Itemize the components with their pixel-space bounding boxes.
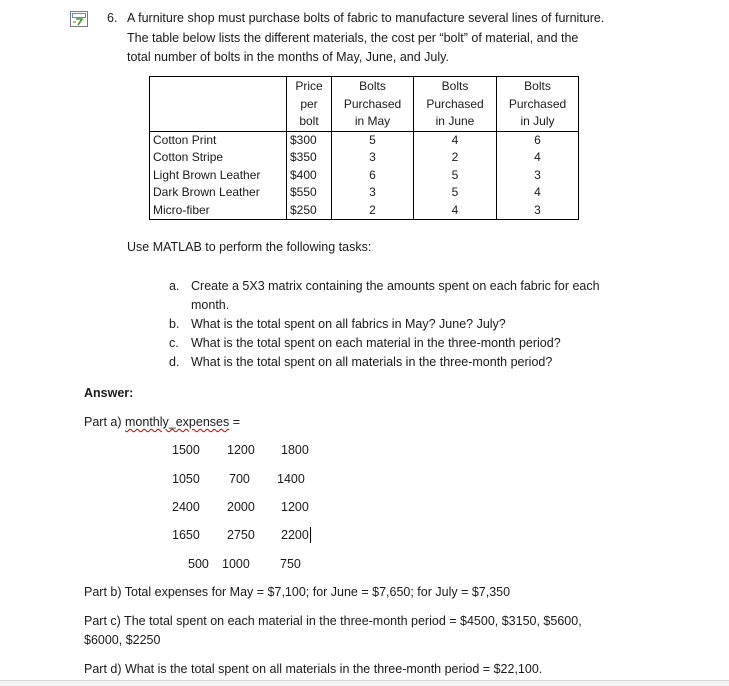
matrix-cell: 700 <box>229 472 250 486</box>
task-letter: c. <box>169 336 179 350</box>
embedded-object-icon[interactable] <box>70 11 88 27</box>
task-text: Create a 5X3 matrix containing the amounts spent on each fabric for each <box>191 279 600 293</box>
may-cell: 3 <box>332 184 414 201</box>
answer-label: Answer: <box>84 386 134 400</box>
task-d <box>169 355 552 369</box>
matrix-cell: 1200 <box>227 443 255 457</box>
may-cell: 3 <box>332 149 414 166</box>
matrix-cell: 500 <box>188 557 209 571</box>
task-text: What is the total spent on all materials in the three-month period? <box>191 355 553 369</box>
may-cell: 2 <box>332 201 414 219</box>
table-row <box>150 201 579 219</box>
table-row <box>150 131 579 149</box>
matrix-cell: 2200 <box>281 528 309 542</box>
header-july: Bolts Purchased in July <box>497 77 579 132</box>
material-name: Cotton Stripe <box>150 149 287 166</box>
matrix-cell: 1000 <box>222 557 250 571</box>
header-may: Bolts Purchased in May <box>332 77 414 132</box>
june-cell: 2 <box>414 149 497 166</box>
task-text: What is the total spent on each material in the three-month period? <box>191 336 561 350</box>
may-cell: 5 <box>332 131 414 149</box>
table-row <box>150 184 579 201</box>
june-cell: 4 <box>414 201 497 219</box>
task-b <box>169 317 506 331</box>
task-a-continuation: month. <box>191 298 230 312</box>
june-cell: 5 <box>414 184 497 201</box>
header-price: Price per bolt <box>287 77 332 132</box>
price-cell: $400 <box>287 166 332 183</box>
matlab-variable: monthly_expenses <box>125 415 230 429</box>
tasks-intro: Use MATLAB to perform the following tasks: <box>127 240 372 254</box>
table-row <box>150 166 579 183</box>
july-cell: 3 <box>497 201 579 219</box>
part-d-line: Part d) What is the total spent on all materials in the three-month period = $22,100. <box>84 662 543 676</box>
price-cell: $550 <box>287 184 332 201</box>
june-cell: 4 <box>414 131 497 149</box>
may-cell: 6 <box>332 166 414 183</box>
matrix-cell: 1500 <box>172 443 200 457</box>
july-cell: 4 <box>497 184 579 201</box>
fabric-table <box>149 76 579 220</box>
matrix-cell: 750 <box>280 557 301 571</box>
part-a-line: Part a) monthly_expenses = <box>84 415 241 429</box>
price-cell: $250 <box>287 201 332 219</box>
july-cell: 4 <box>497 149 579 166</box>
matrix-cell: 1050 <box>172 472 200 486</box>
material-name: Light Brown Leather <box>150 166 287 183</box>
task-letter: d. <box>169 355 180 369</box>
question-line-1: A furniture shop must purchase bolts of fabric to manufacture several lines of furniture. <box>127 11 605 25</box>
price-cell: $300 <box>287 131 332 149</box>
matrix-cell: 2400 <box>172 500 200 514</box>
matrix-cell: 1200 <box>281 500 309 514</box>
task-c <box>169 336 561 350</box>
matrix-cell: 2750 <box>227 528 255 542</box>
material-name: Micro-fiber <box>150 201 287 219</box>
task-text: What is the total spent on all fabrics in May? June? July? <box>191 317 506 331</box>
question-line-3: total number of bolts in the months of May, June, and July. <box>127 50 449 64</box>
table-header-row <box>150 77 579 132</box>
status-bar-edge <box>0 680 729 686</box>
text-cursor <box>310 527 311 543</box>
question-number: 6. <box>107 11 118 25</box>
matrix-cell: 1800 <box>281 443 309 457</box>
task-letter: a. <box>169 279 180 293</box>
question-line-2: The table below lists the different materials, the cost per “bolt” of material, and the <box>127 31 579 45</box>
header-material <box>150 77 287 132</box>
table-row <box>150 149 579 166</box>
matrix-cell: 1400 <box>277 472 305 486</box>
part-c-line-2: $6000, $2250 <box>84 633 161 647</box>
price-cell: $350 <box>287 149 332 166</box>
july-cell: 6 <box>497 131 579 149</box>
matrix-cell: 1650 <box>172 528 200 542</box>
task-a <box>169 279 600 293</box>
part-c-line-1: Part c) The total spent on each material in the three-month period = $4500, $3150, $5600, <box>84 614 582 628</box>
matrix-cell: 2000 <box>227 500 255 514</box>
header-june: Bolts Purchased in June <box>414 77 497 132</box>
material-name: Dark Brown Leather <box>150 184 287 201</box>
part-b-line: Part b) Total expenses for May = $7,100; for June = $7,650; for July = $7,350 <box>84 585 511 599</box>
task-letter: b. <box>169 317 180 331</box>
june-cell: 5 <box>414 166 497 183</box>
material-name: Cotton Print <box>150 131 287 149</box>
july-cell: 3 <box>497 166 579 183</box>
